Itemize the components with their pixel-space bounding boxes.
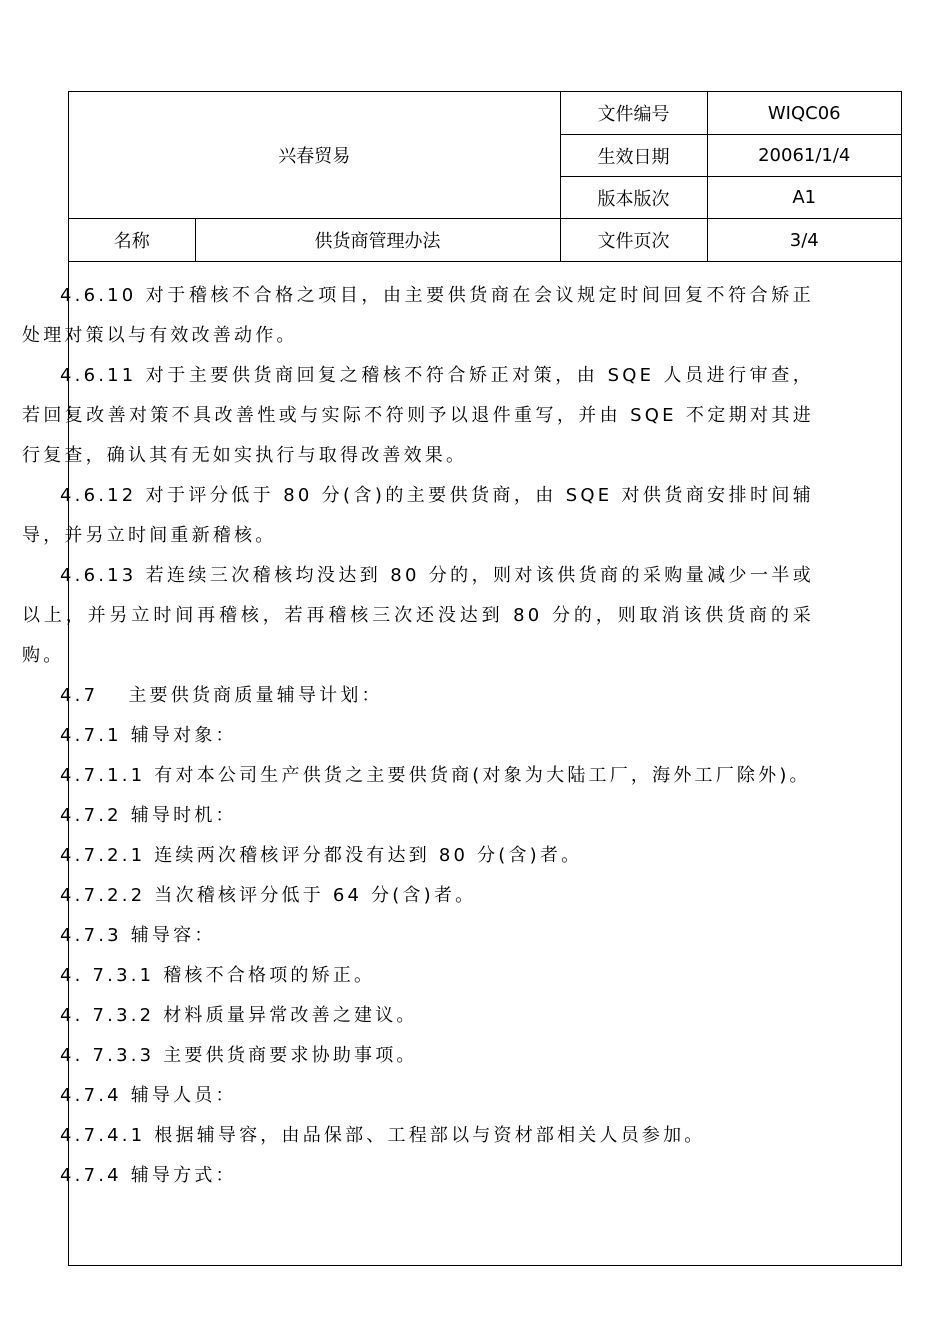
body-text	[22, 276, 814, 1196]
paragraph: 4.7.2.2 当次稽核评分低于 64 分(含)者。	[60, 885, 477, 906]
page-label: 文件页次	[560, 219, 707, 262]
company-name: 兴春贸易	[69, 92, 560, 219]
doc-no-label: 文件编号	[560, 92, 707, 135]
version-label: 版本版次	[560, 177, 707, 219]
effective-date-label: 生效日期	[560, 135, 707, 177]
paragraph: 4.7.1.1 有对本公司生产供货之主要供货商(对象为大陆工厂，海外工厂除外)。	[60, 765, 811, 786]
paragraph: 4.6.11 对于主要供货商回复之稽核不符合矫正对策，由 SQE 人员进行审查，若回复改善对策不具改善性或与实际不符则予以退件重写，并由 SQE 不定期对其进行复查，确认其有无如实执行与取得改善效果。	[22, 365, 814, 466]
paragraph: 4.6.12 对于评分低于 80 分(含)的主要供货商，由 SQE 对供货商安排时间辅导，并另立时间重新稽核。	[22, 485, 814, 546]
paragraph: 4. 7.3.2 材料质量异常改善之建议。	[60, 1005, 418, 1026]
paragraph: 4.7.2 辅导时机：	[60, 805, 237, 826]
paragraph: 4.7.4.1 根据辅导容，由品保部、工程部以与资材部相关人员参加。	[60, 1125, 706, 1146]
paragraph: 4.7.2.1 连续两次稽核评分都没有达到 80 分(含)者。	[60, 845, 583, 866]
name-value: 供货商管理办法	[195, 219, 560, 262]
paragraph: 4.7.4 辅导人员：	[60, 1085, 237, 1106]
effective-date-value: 20061/1/4	[707, 135, 901, 177]
paragraph: 4. 7.3.3 主要供货商要求协助事项。	[60, 1045, 418, 1066]
paragraph: 4.6.10 对于稽核不合格之项目，由主要供货商在会议规定时间回复不符合矫正处理对策以与有效改善动作。	[22, 285, 814, 346]
paragraph: 4.7.1 辅导对象：	[60, 725, 237, 746]
name-label: 名称	[69, 219, 195, 262]
paragraph: 4.6.13 若连续三次稽核均没达到 80 分的，则对该供货商的采购量减少一半或以上，并另立时间再稽核，若再稽核三次还没达到 80 分的，则取消该供货商的采购。	[22, 565, 814, 666]
page-value: 3/4	[707, 219, 901, 262]
header-table	[69, 92, 901, 262]
paragraph: 4.7 主要供货商质量辅导计划：	[60, 685, 383, 706]
paragraph: 4.7.4 辅导方式：	[60, 1165, 237, 1186]
version-value: A1	[707, 177, 901, 219]
doc-no-value: WIQC06	[707, 92, 901, 135]
paragraph: 4.7.3 辅导容：	[60, 925, 216, 946]
paragraph: 4. 7.3.1 稽核不合格项的矫正。	[60, 965, 376, 986]
